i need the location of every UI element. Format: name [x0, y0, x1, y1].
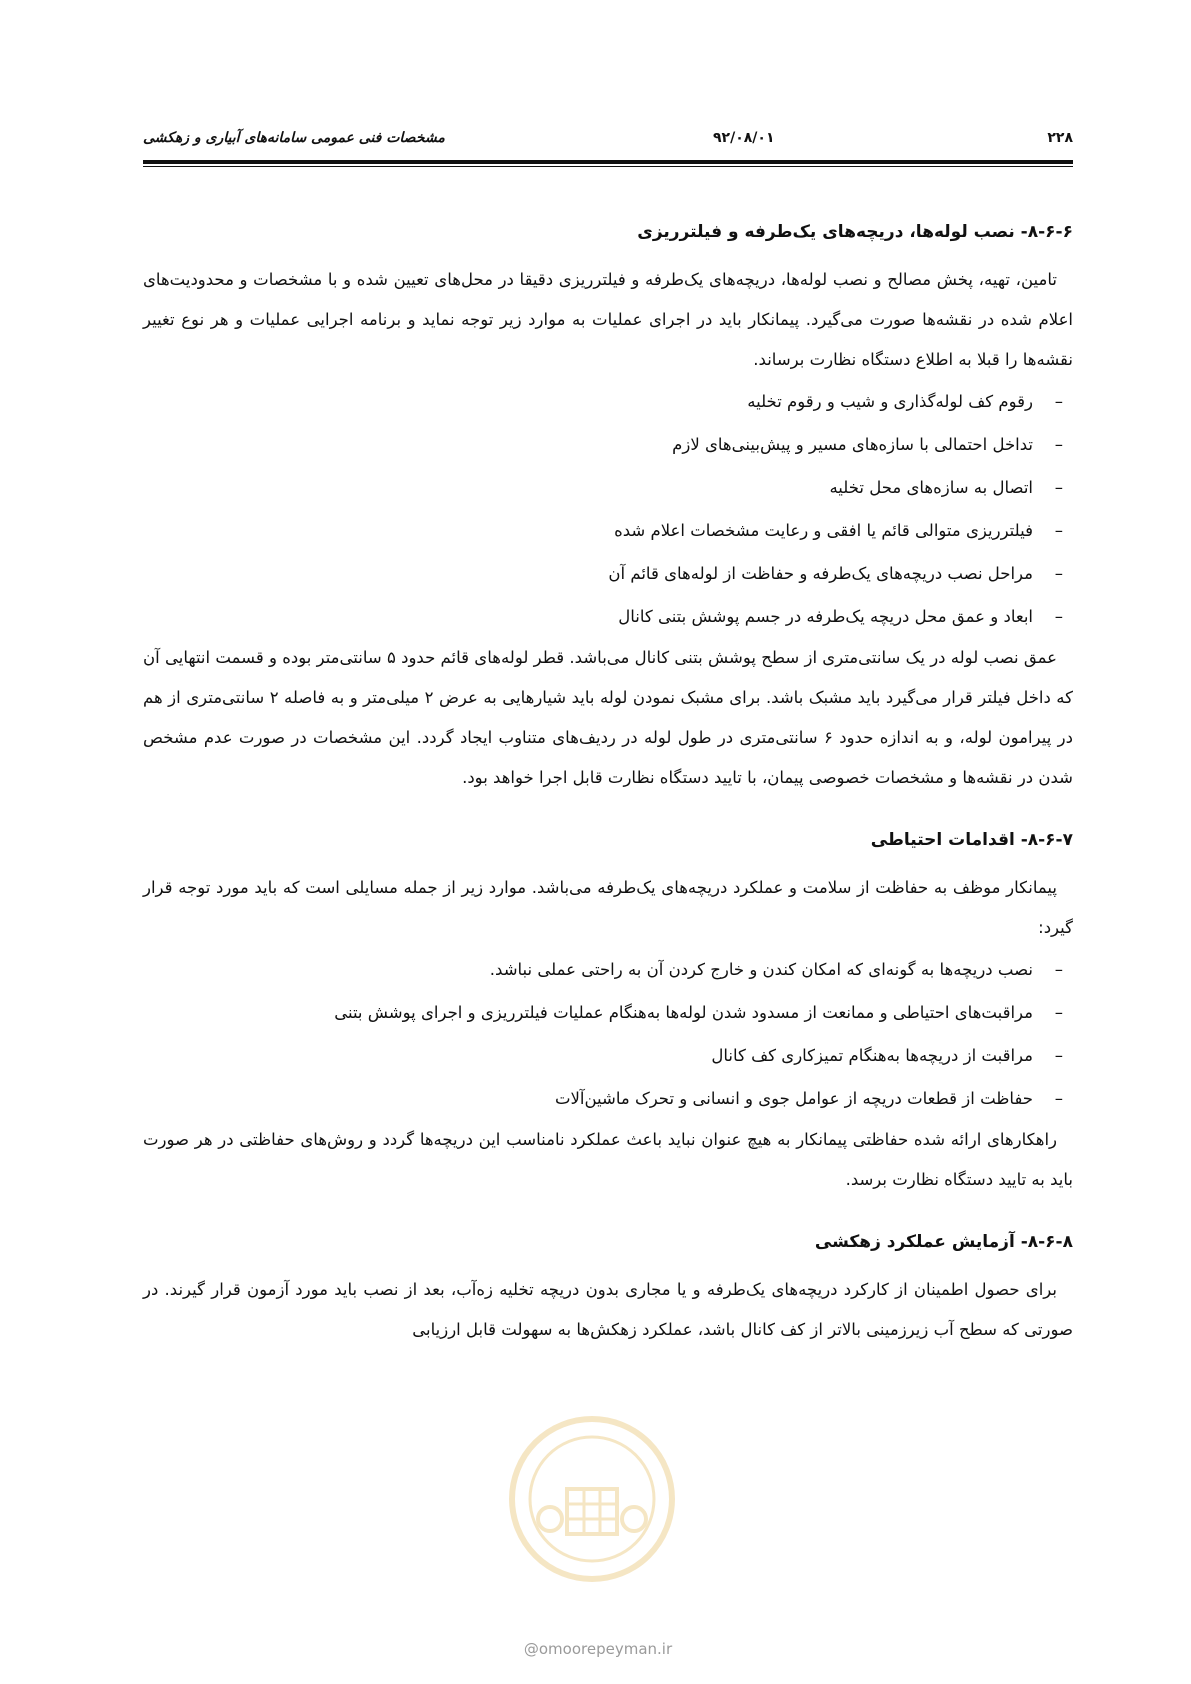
page-content [143, 212, 1073, 1350]
dash-marker: – [1054, 607, 1063, 626]
list-item-text: مراقبت‌های احتیاطی و ممانعت از مسدود شدن لوله‌ها به‌هنگام عملیات فیلترریزی و اجرای پوشش بتنی [334, 1003, 1033, 1022]
list-item-text: مراقبت از دریچه‌ها به‌هنگام تمیزکاری کف کانال [711, 1046, 1033, 1065]
list-item [143, 948, 1063, 991]
list-item-text: نصب دریچه‌ها به گونه‌ای که امکان کندن و خارج کردن آن به راحتی عملی نباشد. [489, 960, 1033, 979]
requirements-list [143, 380, 1073, 638]
section-gap [143, 798, 1073, 820]
list-item [143, 423, 1063, 466]
section-gap [143, 1200, 1073, 1222]
page-header [143, 124, 1073, 150]
section-intro-paragraph: پیمانکار موظف به حفاظت از سلامت و عملکرد دریچه‌های یک‌طرفه می‌باشد. موارد زیر از جمله مسایلی است که باید مورد توجه قرار گیرد: [143, 878, 1073, 937]
section-body-paragraph: برای حصول اطمینان از کارکرد دریچه‌های یک‌طرفه و یا مجاری بدون دریچه تخلیه زه‌آب، بعد از نصب باید مورد آزمون قرار گیرند. در صورتی که سطح آب زیرزمینی بالاتر از کف کانال باشد، عملکرد زهکش‌ها به سهولت قابل ارزیابی [143, 1280, 1073, 1339]
page-number: ۲۲۸ [1047, 130, 1073, 146]
section-body-paragraph: عمق نصب لوله در یک سانتی‌متری از سطح پوشش بتنی کانال می‌باشد. قطر لوله‌های قائم حدود ۵ سانتی‌متر بوده و قسمت انتهایی آن که داخل فیلتر قرار می‌گیرد باید مشبک باشد. برای مشبک نمودن لوله باید شیارهایی به عرض ۲ میلی‌متر و به فاصله ۲ سانتی‌متری از هم در پیرامون لوله، و به اندازه حدود ۶ سانتی‌متری در طول لوله در ردیف‌های متناوب ایجاد گردد. این مشخصات در صورت عدم مشخص شدن در نقشه‌ها و مشخصات خصوصی پیمان، با تایید دستگاه نظارت قابل اجرا خواهد بود. [143, 648, 1074, 787]
list-item [143, 595, 1063, 638]
dash-marker: – [1054, 1046, 1063, 1065]
section-heading-precautions: ۸-۶-۷- اقدامات احتیاطی [870, 830, 1073, 850]
list-item [143, 509, 1063, 552]
list-item [143, 991, 1063, 1034]
list-item-text: ابعاد و عمق محل دریچه یک‌طرفه در جسم پوشش بتنی کانال [618, 607, 1033, 626]
section-intro-paragraph: تامین، تهیه، پخش مصالح و نصب لوله‌ها، دریچه‌های یک‌طرفه و فیلترریزی دقیقا در محل‌های تعیین شده و با مشخصات و محدودیت‌های اعلام شده در نقشه‌ها صورت می‌گیرد. پیمانکار باید در اجرای عملیات به موارد زیر توجه نماید و برنامه اجرایی عملیات و هر نوع تغییر نقشه‌ها را قبلا به اطلاع دستگاه نظارت برساند. [143, 270, 1073, 369]
dash-marker: – [1054, 392, 1063, 411]
dash-marker: – [1054, 564, 1063, 583]
list-item-text: حفاظت از قطعات دریچه از عوامل جوی و انسانی و تحرک ماشین‌آلات [554, 1089, 1033, 1108]
watermark-text: @omoorepeyman.ir [523, 1640, 673, 1658]
dash-marker: – [1054, 435, 1063, 454]
dash-marker: – [1054, 1003, 1063, 1022]
dash-marker: – [1054, 960, 1063, 979]
list-item-text: مراحل نصب دریچه‌های یک‌طرفه و حفاظت از لوله‌های قائم آن [608, 564, 1033, 583]
header-rule-thin [143, 166, 1073, 167]
header-rule [143, 160, 1073, 164]
list-item [143, 1034, 1063, 1077]
precautions-list [143, 948, 1073, 1120]
list-item-text: اتصال به سازه‌های محل تخلیه [829, 478, 1033, 497]
list-item [143, 466, 1063, 509]
dash-marker: – [1054, 478, 1063, 497]
list-item [143, 380, 1063, 423]
section-body-paragraph: راهکارهای ارائه شده حفاظتی پیمانکار به هیچ عنوان نباید باعث عملکرد نامناسب این دریچه‌ها گردد و روش‌های حفاظتی در هر صورت باید به تایید دستگاه نظارت برسد. [143, 1130, 1073, 1189]
header-date: ۹۲/۰۸/۰۱ [713, 130, 775, 146]
section-heading-drainage-test: ۸-۶-۸- آزمایش عملکرد زهکشی [814, 1232, 1073, 1252]
watermark-seal [472, 1404, 712, 1584]
header-title: مشخصات فنی عمومی سامانه‌های آبیاری و زهکشی [143, 130, 445, 146]
list-item [143, 1077, 1063, 1120]
dash-marker: – [1054, 1089, 1063, 1108]
list-item [143, 552, 1063, 595]
section-heading-pipe-installation: ۸-۶-۶- نصب لوله‌ها، دریچه‌های یک‌طرفه و فیلترریزی [637, 222, 1073, 242]
list-item-text: فیلترریزی متوالی قائم یا افقی و رعایت مشخصات اعلام شده [614, 521, 1033, 540]
list-item-text: تداخل احتمالی با سازه‌های مسیر و پیش‌بینی‌های لازم [672, 435, 1033, 454]
dash-marker: – [1054, 521, 1063, 540]
list-item-text: رقوم کف لوله‌گذاری و شیب و رقوم تخلیه [747, 392, 1033, 411]
